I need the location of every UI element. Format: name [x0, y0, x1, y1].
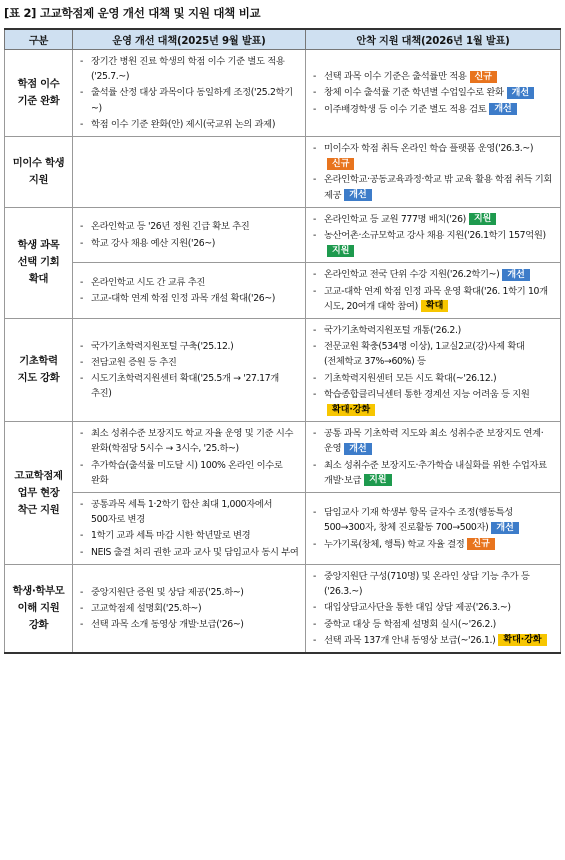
bullet-dash: - — [313, 71, 317, 83]
list-item — [311, 228, 555, 258]
list-item — [78, 291, 300, 306]
operation-measures-cell-list — [78, 585, 300, 633]
header-support-measures: 안착 지원 대책(2026년 1월 발표) — [306, 29, 561, 50]
item-text: 추가학습(출석률 미도달 시) 100% 온라인 이수로 완화 — [91, 459, 283, 486]
list-item — [311, 600, 555, 615]
list-item — [78, 371, 300, 401]
list-item — [311, 172, 555, 202]
list-item — [311, 458, 555, 488]
bullet-dash: - — [80, 340, 84, 352]
category-cell: 고교학점제 업무 현장 착근 지원 — [5, 422, 73, 565]
table-row — [5, 137, 561, 208]
bullet-dash: - — [313, 341, 317, 353]
status-badge: 신규 — [467, 538, 494, 550]
status-badge: 지원 — [364, 474, 391, 486]
status-badge: 신규 — [470, 71, 497, 83]
item-text: 온라인학교 등 교원 777명 배치('26) — [324, 213, 466, 225]
item-text: 1학기 교과 세특 마감 시한 학년말로 변경 — [91, 530, 251, 542]
item-text: 미이수자 학점 취득 온라인 학습 플랫폼 운영('26.3.~) — [324, 143, 534, 155]
item-text: 중앙지원단 증원 및 상담 제공('25.하~) — [91, 586, 244, 598]
bullet-dash: - — [80, 428, 84, 440]
table-row — [5, 493, 561, 565]
list-item — [311, 505, 555, 535]
status-badge: 개선 — [489, 103, 516, 115]
operation-measures-cell — [73, 422, 306, 493]
bullet-dash: - — [80, 356, 84, 368]
item-text: 담임교사 기재 학생부 항목 글자수 조정(행동특성 500→300자, 창체 진로활동 700→500자) — [324, 507, 513, 534]
bullet-dash: - — [80, 293, 84, 305]
item-text: 이주배경학생 등 이수 기준 별도 적용 검토 — [324, 103, 487, 115]
list-item — [78, 117, 300, 132]
bullet-dash: - — [313, 634, 317, 646]
bullet-dash: - — [80, 237, 84, 249]
bullet-dash: - — [313, 388, 317, 400]
list-item — [78, 426, 300, 456]
list-item — [311, 212, 555, 227]
item-text: 전담교원 증원 등 추진 — [91, 356, 177, 368]
header-category: 구분 — [5, 29, 73, 50]
item-text: 고교-대학 연계 학점 인정 과목 운영 확대('26. 1학기 10개 시도, 20여개 대학 참여) — [324, 285, 548, 312]
item-text: 선택 과목 소개 동영상 개발·보급('26~) — [91, 619, 244, 630]
list-item — [311, 633, 555, 648]
bullet-dash: - — [313, 507, 317, 519]
operation-measures-cell — [73, 493, 306, 565]
list-item — [311, 284, 555, 314]
item-text: NEIS 출결 처리 권한 교과 교사 및 담임교사 동시 부여 — [91, 546, 299, 558]
bullet-dash: - — [80, 586, 84, 598]
support-measures-cell — [306, 493, 561, 565]
item-text: 공통과목 세특 1·2학기 합산 최대 1,000자에서 500자로 변경 — [91, 499, 273, 526]
item-text: 대입상담교사단을 통한 대입 상담 제공('26.3.~) — [324, 602, 511, 614]
operation-measures-cell — [73, 263, 306, 319]
support-measures-cell-list — [311, 212, 555, 259]
list-item — [311, 141, 555, 171]
list-item — [78, 355, 300, 370]
bullet-dash: - — [313, 213, 317, 225]
support-measures-cell — [306, 137, 561, 208]
item-text: 국가기초학력지원포털 구축('25.12.) — [91, 340, 234, 352]
bullet-dash: - — [80, 546, 84, 558]
operation-measures-cell-list — [78, 54, 300, 132]
bullet-dash: - — [80, 459, 84, 471]
bullet-dash: - — [313, 230, 317, 242]
bullet-dash: - — [313, 428, 317, 440]
item-text: 최소 성취수준 보장지도·추가학습 내실화를 위한 수업자료 개발·보급 — [324, 459, 547, 486]
item-text: 공통 과목 기초학력 지도와 최소 성취수준 보장지도 연계·운영 — [324, 428, 544, 455]
table-row — [5, 422, 561, 493]
bullet-dash: - — [313, 174, 317, 186]
item-text: 온라인학교 시도 간 교류 추진 — [91, 277, 205, 289]
support-measures-cell — [306, 207, 561, 263]
item-text: 누가기록(창체, 행특) 학교 자율 결정 — [324, 538, 465, 550]
list-item — [78, 236, 300, 251]
list-item — [78, 458, 300, 488]
item-text: 시도기초학력지원센터 확대('25.5개 → '27.17개 추진) — [91, 373, 279, 400]
table-body — [5, 50, 561, 653]
list-item — [311, 267, 555, 282]
bullet-dash: - — [80, 619, 84, 630]
table-row — [5, 319, 561, 422]
table-row — [5, 207, 561, 263]
status-badge: 신규 — [327, 158, 354, 170]
status-badge: 확대 — [421, 300, 448, 312]
list-item — [78, 339, 300, 354]
item-text: 장기간 병원 진료 학생의 학점 이수 기준 별도 적용('25.7.~) — [91, 56, 285, 83]
bullet-dash: - — [80, 373, 84, 385]
list-item — [311, 339, 555, 369]
support-measures-cell-list — [311, 569, 555, 648]
list-item — [311, 617, 555, 632]
support-measures-cell — [306, 319, 561, 422]
item-text: 선택 과목 이수 기준은 출석률만 적용 — [324, 71, 467, 83]
operation-measures-cell — [73, 207, 306, 263]
item-text: 온라인학교 등 '26년 정원 긴급 확보 추진 — [91, 221, 250, 233]
bullet-dash: - — [313, 570, 317, 582]
support-measures-cell-list — [311, 323, 555, 417]
bullet-dash: - — [80, 530, 84, 542]
category-cell: 기초학력 지도 강화 — [5, 319, 73, 422]
list-item — [78, 54, 300, 84]
status-badge: 개선 — [507, 87, 534, 99]
category-cell: 미이수 학생 지원 — [5, 137, 73, 208]
support-measures-cell-list — [311, 505, 555, 552]
support-measures-cell — [306, 564, 561, 653]
list-item — [311, 371, 555, 386]
list-item — [78, 85, 300, 115]
item-text: 출석률 산정 대상 과목이다 동일하게 조정('25.2학기~) — [91, 87, 293, 114]
item-text: 국가기초학력지원포털 개통('26.2.) — [324, 325, 461, 337]
status-badge: 개선 — [344, 189, 371, 201]
operation-measures-cell — [73, 319, 306, 422]
support-measures-cell-list — [311, 426, 555, 488]
support-measures-cell — [306, 422, 561, 493]
operation-measures-cell-list — [78, 219, 300, 250]
status-badge: 개선 — [344, 443, 371, 455]
list-item — [311, 426, 555, 456]
bullet-dash: - — [80, 602, 84, 614]
status-badge: 지원 — [469, 213, 496, 225]
table-row — [5, 50, 561, 137]
operation-measures-cell-list — [78, 275, 300, 306]
support-measures-cell-list — [311, 69, 555, 117]
bullet-dash: - — [313, 285, 317, 297]
bullet-dash: - — [80, 499, 84, 511]
item-text: 전문교원 확충(534명 이상), 1교실2교(강)사제 확대(전체학교 37%→60%) 등 — [324, 341, 525, 368]
list-item — [78, 617, 300, 632]
item-text: 학습종합클리닉센터 통한 경계선 지능 어려움 등 지원 — [324, 388, 530, 400]
item-text: 온라인학교 전국 단위 수강 지원('26.2학기~) — [324, 269, 500, 281]
item-text: 최소 성취수준 보장지도 학교 자율 운영 및 기준 시수 완화(학점당 5시수 → 3시수, '25.하~) — [91, 428, 294, 455]
bullet-dash: - — [313, 372, 317, 384]
bullet-dash: - — [313, 618, 317, 630]
bullet-dash: - — [80, 221, 84, 233]
support-measures-cell-list — [311, 267, 555, 314]
category-cell: 학생·학부모 이해 지원 강화 — [5, 564, 73, 653]
bullet-dash: - — [313, 602, 317, 614]
item-text: 기초학력지원센터 모든 시도 확대(~'26.12.) — [324, 372, 497, 384]
list-item — [311, 569, 555, 599]
item-text: 중앙지원단 구성(710명) 및 온라인 상담 기능 추가 등('26.3.~) — [324, 570, 530, 598]
header-row — [5, 29, 561, 50]
list-item — [78, 545, 300, 560]
item-text: 고교학점제 설명회('25.하~) — [91, 602, 202, 614]
bullet-dash: - — [80, 118, 84, 130]
bullet-dash: - — [313, 143, 317, 155]
list-item — [311, 537, 555, 552]
table-row — [5, 263, 561, 319]
operation-measures-cell-list — [78, 497, 300, 560]
list-item — [311, 69, 555, 84]
list-item — [311, 323, 555, 338]
category-cell: 학생 과목 선택 기회 확대 — [5, 207, 73, 318]
comparison-table — [4, 28, 561, 654]
item-text: 학교 강사 채용 예산 지원('26~) — [91, 237, 216, 249]
item-text: 중학교 대상 등 학점제 설명회 실시(~'26.2.) — [324, 618, 496, 630]
item-text: 학점 이수 기준 완화(안) 제시(국교위 논의 과제) — [91, 118, 276, 130]
list-item — [78, 219, 300, 234]
operation-measures-cell — [73, 50, 306, 137]
item-text: 창체 이수 출석률 기준 학년별 수업일수로 완화 — [324, 87, 504, 99]
status-badge: 확대·강화 — [498, 634, 546, 646]
bullet-dash: - — [313, 325, 317, 337]
support-measures-cell — [306, 50, 561, 137]
list-item — [78, 601, 300, 616]
bullet-dash: - — [313, 459, 317, 471]
operation-measures-cell-list — [78, 426, 300, 488]
bullet-dash: - — [313, 538, 317, 550]
category-cell: 학점 이수 기준 완화 — [5, 50, 73, 137]
list-item — [311, 102, 555, 117]
item-text: 고교-대학 연계 학점 인정 과목 개설 확대('26~) — [91, 293, 276, 305]
item-text: 농산어촌·소규모학교 강사 채용 지원('26.1학기 157억원) — [324, 230, 546, 242]
header-operation-measures: 운영 개선 대책(2025년 9월 발표) — [73, 29, 306, 50]
operation-measures-cell-list — [78, 339, 300, 402]
operation-measures-cell — [73, 137, 306, 208]
table-row — [5, 564, 561, 653]
bullet-dash: - — [313, 269, 317, 281]
status-badge: 지원 — [327, 245, 354, 257]
status-badge: 확대·강화 — [327, 404, 375, 416]
support-measures-cell — [306, 263, 561, 319]
list-item — [311, 85, 555, 100]
bullet-dash: - — [80, 87, 84, 99]
item-text: 선택 과목 137개 안내 동영상 보급(~'26.1.) — [324, 634, 496, 646]
list-item — [78, 275, 300, 290]
bullet-dash: - — [80, 277, 84, 289]
list-item — [78, 528, 300, 543]
bullet-dash: - — [80, 56, 84, 67]
bullet-dash: - — [313, 87, 317, 99]
support-measures-cell-list — [311, 141, 555, 203]
list-item — [78, 497, 300, 527]
status-badge: 개선 — [491, 522, 518, 534]
list-item — [78, 585, 300, 600]
list-item — [311, 387, 555, 417]
status-badge: 개선 — [502, 269, 529, 281]
item-text: 온라인학교·공동교육과정·학교 밖 교육 활용 학점 취득 기회 제공 — [324, 174, 552, 201]
table-title: [표 2] 고교학점제 운영 개선 대책 및 지원 대책 비교 — [4, 6, 261, 20]
operation-measures-cell — [73, 564, 306, 653]
bullet-dash: - — [313, 103, 317, 115]
